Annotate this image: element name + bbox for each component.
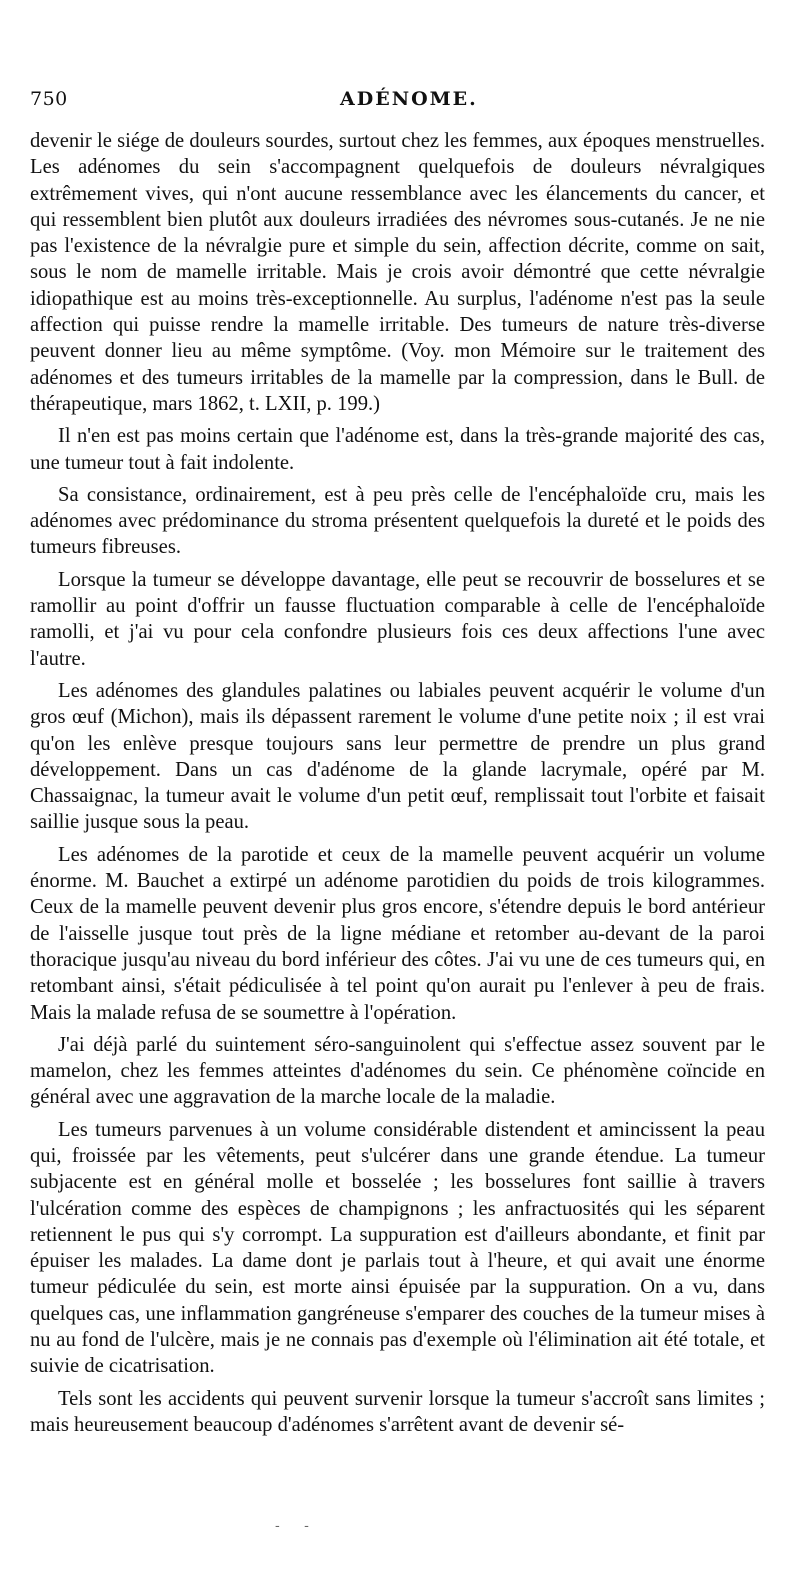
page-number: 750 [30,88,68,110]
page-header [30,88,765,128]
paragraph-1: devenir le siége de douleurs sourdes, surtout chez les femmes, aux époques menstruelles. Les adénomes du sein s'accompagnent quelquefois de douleurs névralgiques extrêmement vives, qui n'ont aucune ressemblance avec les élancements du cancer, et qui ressemblent bien plutôt aux douleurs irradiées des névromes sous-cutanés. Je ne nie pas l'existence de la névralgie pure et simple du sein, affection décrite, comme on sait, sous le nom de mamelle irritable. Mais je crois avoir démontré que cette névralgie idiopathique est au moins très-exceptionnelle. Au surplus, l'adénome n'est pas la seule affection qui puisse rendre la mamelle irritable. Des tumeurs de nature très-diverse peuvent donner lieu au même symptôme. (Voy. mon Mémoire sur le traitement des adénomes et des tumeurs irritables de la mamelle par la compression, dans le Bull. de thérapeutique, mars 1862, t. LXII, p. 199.) [30,130,765,415]
paragraph-5: Les adénomes des glandules palatines ou labiales peuvent acquérir le volume d'un gros œuf (Michon), mais ils dépassent rarement le volume d'une petite noix ; il est vrai qu'on les enlève presque toujours sans leur permettre de prendre un plus grand développement. Dans un cas d'adénome de la glande lacrymale, opéré par M. Chassaignac, la tumeur avait le volume d'un petit œuf, remplissait tout l'orbite et faisait saillie jusque sous la peau. [30,679,765,834]
paragraph-3: Sa consistance, ordinairement, est à peu près celle de l'encéphaloïde cru, mais les adénomes avec prédominance du stroma présentent quelquefois la dureté et le poids des tumeurs fibreuses. [30,483,765,559]
paragraph-7: J'ai déjà parlé du suintement séro-sanguinolent qui s'effectue assez souvent par le mamelon, chez les femmes atteintes d'adénomes du sein. Ce phénomène coïncide en général avec une aggravation de la marche locale de la maladie. [30,1033,765,1109]
paragraph-2: Il n'en est pas moins certain que l'adénome est, dans la très-grande majorité des cas, une tumeur tout à fait indolente. [30,425,765,474]
paragraph-8: Les tumeurs parvenues à un volume considérable distendent et amincissent la peau qui, froissée par les vêtements, peut s'ulcérer dans une grande étendue. La tumeur subjacente est en général molle et bosselée ; les bosselures font saillie à travers l'ulcération comme des espèces de champignons ; les anfractuosités qui les séparent retiennent le pus qui s'y corrompt. La suppuration est d'ailleurs abondante, et finit par épuiser les malades. La dame dont je parlais tout à l'heure, et qui avait une énorme tumeur pédiculée du sein, est morte ainsi épuisée par la suppuration. On a vu, dans quelques cas, une inflammation gangréneuse s'emparer des couches de la tumeur mises à nu au fond de l'ulcère, mais je ne connais pas d'exemple où l'élimination ait été totale, et suivie de cicatrisation. [30,1118,765,1378]
paragraph-4: Lorsque la tumeur se développe davantage, elle peut se recouvrir de bosselures et se ramollir au point d'offrir un fausse fluctuation comparable à celle de l'encéphaloïde ramolli, et j'ai vu pour cela confondre plusieurs fois ces deux affections l'une avec l'autre. [30,568,765,670]
running-head: ADÉNOME. [340,88,478,110]
paragraph-6: Les adénomes de la parotide et ceux de la mamelle peuvent acquérir un volume énorme. M. Bauchet a extirpé un adénome parotidien du poids de trois kilogrammes. Ceux de la mamelle peuvent devenir plus gros encore, s'étendre depuis le bord antérieur de l'aisselle jusque tout près de la ligne médiane et retomber au-devant de la paroi thoracique jusqu'au niveau du bord inférieur des côtes. J'ai vu une de ces tumeurs qui, en retombant ainsi, s'était pédiculisée à tel point qu'on aurait pu l'enlever à peu de frais. Mais la malade refusa de se soumettre à l'opération. [30,843,765,1024]
footer-marks: - - [275,1518,319,1534]
book-page [30,88,765,1438]
paragraph-9: Tels sont les accidents qui peuvent survenir lorsque la tumeur s'accroît sans limites ; mais heureusement beaucoup d'adénomes s'arrêtent avant de devenir sé- [30,1387,765,1436]
